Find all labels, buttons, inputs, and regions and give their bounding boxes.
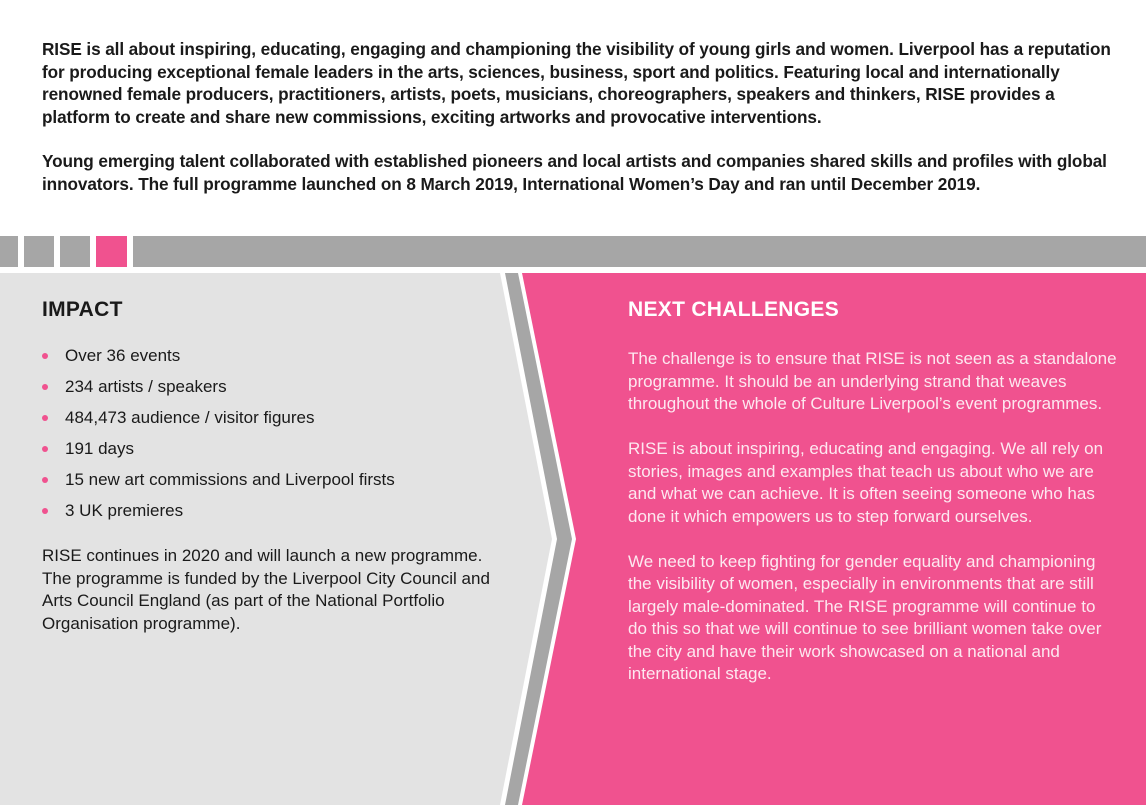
impact-list-item: 3 UK premieres: [42, 495, 512, 526]
divider-block: [60, 236, 90, 267]
impact-list-item: 191 days: [42, 433, 512, 464]
bullet-icon: [42, 384, 48, 390]
divider-block: [0, 236, 18, 267]
intro-paragraph-2: Young emerging talent collaborated with established pioneers and local artists and companies shared skills and profiles with global innovators. The full programme launched on 8 March 2019, International Women’s Day and ran until December 2019.: [42, 151, 1107, 194]
impact-list-item: Over 36 events: [42, 340, 512, 371]
bullet-icon: [42, 353, 48, 359]
impact-list: [42, 340, 512, 526]
intro-text: [42, 38, 1122, 218]
bullet-icon: [42, 415, 48, 421]
bullet-icon: [42, 446, 48, 452]
impact-note: RISE continues in 2020 and will launch a new programme. The programme is funded by the Liverpool City Council and Arts Council England (as part of the National Portfolio Organisation programme).: [42, 546, 490, 633]
impact-list-item: 234 artists / speakers: [42, 371, 512, 402]
impact-section: [42, 298, 512, 635]
bullet-icon: [42, 477, 48, 483]
impact-list-item: 484,473 audience / visitor figures: [42, 402, 512, 433]
challenges-heading: NEXT CHALLENGES: [628, 298, 840, 321]
divider-block-accent: [96, 236, 127, 267]
impact-list-item: 15 new art commissions and Liverpool firsts: [42, 464, 512, 495]
challenges-paragraph: We need to keep fighting for gender equality and championing the visibility of women, especially in environments that are still largely male-dominated. The RISE programme will continue to do this so that we will continue to see brilliant women take over the city and have their work showcased on a national and international stage.: [628, 551, 1102, 683]
impact-heading: IMPACT: [42, 298, 123, 321]
divider-long-bar: [133, 236, 1146, 267]
bullet-icon: [42, 508, 48, 514]
section-divider-bar: [0, 236, 1146, 267]
challenges-paragraph: The challenge is to ensure that RISE is not seen as a standalone programme. It should be an underlying strand that weaves throughout the whole of Culture Liverpool’s event programmes.: [628, 349, 1117, 413]
challenges-paragraph: RISE is about inspiring, educating and engaging. We all rely on stories, images and examples that teach us about who we are and what we can achieve. It is often seeing someone who has done it which empowers us to step forward ourselves.: [628, 439, 1104, 526]
divider-block: [24, 236, 54, 267]
next-challenges-section: [628, 298, 1118, 708]
intro-paragraph-1: RISE is all about inspiring, educating, engaging and championing the visibility of young girls and women. Liverpool has a reputation for producing exceptional female leaders in the arts, sciences, business, sport and politics. Featuring local and internationally renowned female producers, practitioners, artists, poets, musicians, choreographers, speakers and thinkers, RISE provides a platform to create and share new commissions, exciting artworks and provocative interventions.: [42, 39, 1111, 127]
